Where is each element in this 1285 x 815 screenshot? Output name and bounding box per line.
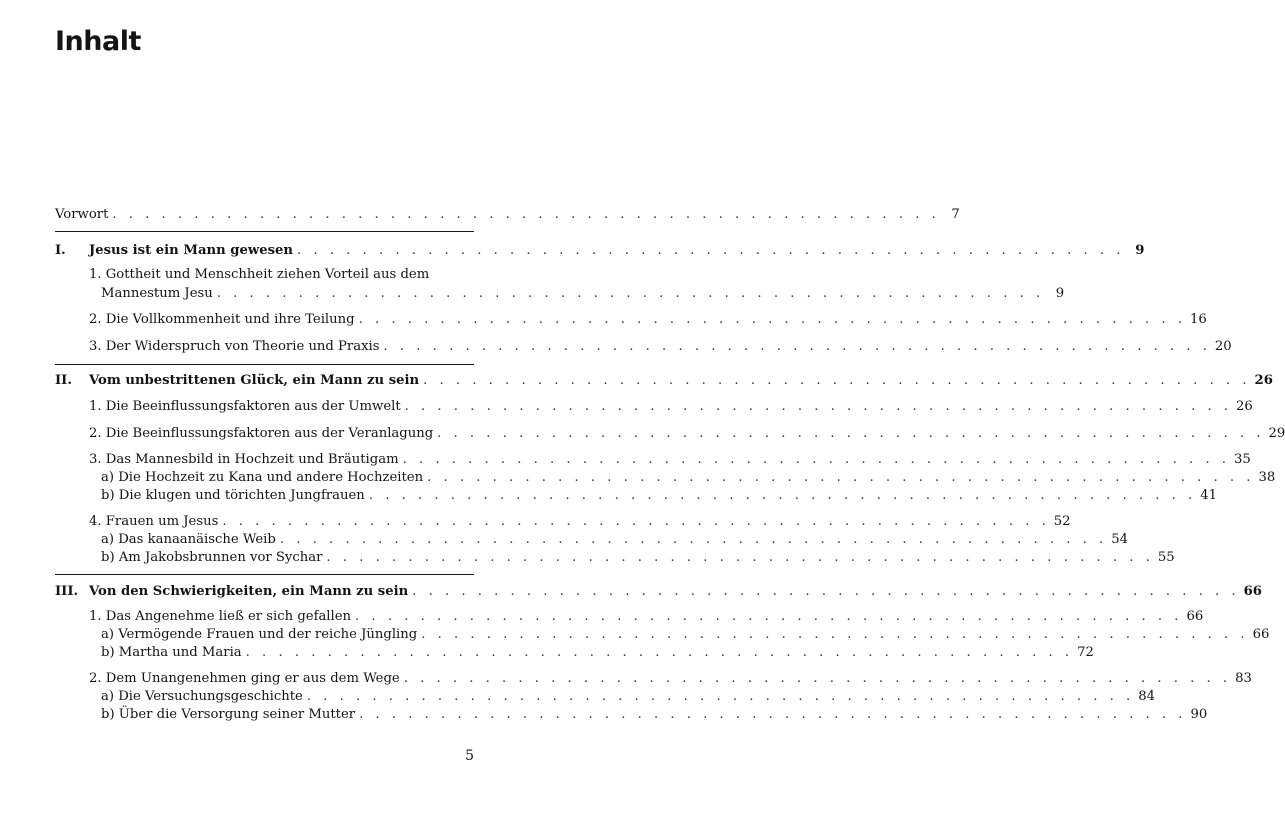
toc-entry[interactable] <box>101 626 1270 644</box>
part-number: III. <box>55 584 79 599</box>
dot-leader: . . . . . . . . . . . . . . . . . . . . . . . . . . . . . . . . . . . . . . . . . . . . . . . . . . . <box>437 426 1265 441</box>
toc-entry[interactable] <box>89 608 1204 626</box>
toc-entry[interactable] <box>101 644 1094 662</box>
toc-page-number: 72 <box>1077 645 1094 660</box>
toc-page-number: 9 <box>1055 286 1065 301</box>
toc-page-number: 66 <box>1252 627 1270 642</box>
toc-entry-label: 2. Die Beeinflussungsfaktoren aus der Veranlagung <box>89 426 434 441</box>
dot-leader: . . . . . . . . . . . . . . . . . . . . . . . . . . . . . . . . . . . . . . . . . . . . . . . . . . . <box>423 373 1251 388</box>
dot-leader: . . . . . . . . . . . . . . . . . . . . . . . . . . . . . . . . . . . . . . . . . . . . . . . . . . . <box>306 689 1135 704</box>
dot-leader: . . . . . . . . . . . . . . . . . . . . . . . . . . . . . . . . . . . . . . . . . . . . . . . . . . . <box>222 514 1050 529</box>
dot-leader: . . . . . . . . . . . . . . . . . . . . . . . . . . . . . . . . . . . . . . . . . . . . . . . . . . . <box>383 339 1211 354</box>
toc-page-number: 41 <box>1200 488 1217 503</box>
toc-entry-label: Jesus ist ein Mann gewesen <box>89 243 294 258</box>
toc-entry[interactable] <box>89 451 1251 469</box>
toc-page-number: 55 <box>1157 550 1175 565</box>
toc-entry-label: a) Vermögende Frauen und der reiche Jüngling <box>101 627 418 642</box>
toc-page-number: 66 <box>1243 584 1262 599</box>
toc-part-1[interactable] <box>89 242 1145 260</box>
toc-page-number: 26 <box>1254 373 1273 388</box>
dot-leader: . . . . . . . . . . . . . . . . . . . . . . . . . . . . . . . . . . . . . . . . . . . . . . . . . . . <box>368 488 1197 503</box>
toc-entry-label: a) Die Versuchungsgeschichte <box>101 689 303 704</box>
toc-page-number: 54 <box>1111 532 1128 547</box>
toc-part-2[interactable] <box>89 372 1273 390</box>
toc-page-number: 29 <box>1268 426 1285 441</box>
toc-entry[interactable] <box>101 531 1128 549</box>
toc-page-number: 38 <box>1258 470 1276 485</box>
toc-page-number: 83 <box>1235 671 1252 686</box>
toc-entry[interactable] <box>89 398 1253 416</box>
toc-entry[interactable] <box>89 670 1252 688</box>
dot-leader: . . . . . . . . . . . . . . . . . . . . . . . . . . . . . . . . . . . . . . . . . . . . . . . . . . . <box>279 532 1108 547</box>
toc-entry-label: 3. Das Mannesbild in Hochzeit und Bräutigam <box>89 452 399 467</box>
page-title: Inhalt <box>55 26 141 57</box>
toc-entry[interactable] <box>101 487 1217 505</box>
dot-leader: . . . . . . . . . . . . . . . . . . . . . . . . . . . . . . . . . . . . . . . . . . . . . . . . . . . <box>421 627 1249 642</box>
dot-leader: . . . . . . . . . . . . . . . . . . . . . . . . . . . . . . . . . . . . . . . . . . . . . . . . . . . <box>403 671 1232 686</box>
toc-entry[interactable] <box>101 706 1208 724</box>
dot-leader: . . . . . . . . . . . . . . . . . . . . . . . . . . . . . . . . . . . . . . . . . . . . . . . . . . . <box>112 207 940 222</box>
toc-page-number: 9 <box>1135 243 1145 258</box>
toc-entry-label: Vorwort <box>55 207 109 222</box>
toc-page-number: 16 <box>1189 312 1207 327</box>
dot-leader: . . . . . . . . . . . . . . . . . . . . . . . . . . . . . . . . . . . . . . . . . . . . . . . . . . . <box>402 452 1230 467</box>
dot-leader: . . . . . . . . . . . . . . . . . . . . . . . . . . . . . . . . . . . . . . . . . . . . . . . . . . . <box>245 645 1074 660</box>
toc-entry-label: 2. Dem Unangenehmen ging er aus dem Wege <box>89 671 400 686</box>
dot-leader: . . . . . . . . . . . . . . . . . . . . . . . . . . . . . . . . . . . . . . . . . . . . . . . . . . . <box>427 470 1255 485</box>
dot-leader: . . . . . . . . . . . . . . . . . . . . . . . . . . . . . . . . . . . . . . . . . . . . . . . . . . . <box>355 609 1183 624</box>
dot-leader: . . . . . . . . . . . . . . . . . . . . . . . . . . . . . . . . . . . . . . . . . . . . . . . . . . . <box>297 243 1125 258</box>
toc-entry[interactable] <box>101 469 1276 487</box>
toc-page-number: 84 <box>1138 689 1156 704</box>
toc-entry-label: 3. Der Widerspruch von Theorie und Praxis <box>89 339 380 354</box>
toc-entry-label: a) Die Hochzeit zu Kana und andere Hochzeiten <box>101 470 424 485</box>
section-divider <box>55 231 474 232</box>
section-divider <box>55 574 474 575</box>
toc-entry-label: b) Über die Versorgung seiner Mutter <box>101 707 356 722</box>
toc-entry[interactable] <box>89 425 1285 443</box>
section-divider <box>55 364 474 365</box>
toc-entry-label: Vom unbestrittenen Glück, ein Mann zu sein <box>89 373 420 388</box>
dot-leader: . . . . . . . . . . . . . . . . . . . . . . . . . . . . . . . . . . . . . . . . . . . . . . . . . . . <box>359 707 1187 722</box>
toc-entry[interactable] <box>101 285 1065 303</box>
toc-page-number: 66 <box>1186 609 1204 624</box>
dot-leader: . . . . . . . . . . . . . . . . . . . . . . . . . . . . . . . . . . . . . . . . . . . . . . . . . . . <box>216 286 1045 301</box>
toc-page-number: 7 <box>951 207 960 222</box>
toc-entry-label: Von den Schwierigkeiten, ein Mann zu sein <box>89 584 409 599</box>
dot-leader: . . . . . . . . . . . . . . . . . . . . . . . . . . . . . . . . . . . . . . . . . . . . . . . . . . . <box>404 399 1233 414</box>
toc-page-number: 52 <box>1053 514 1071 529</box>
part-number: I. <box>55 243 66 258</box>
toc-entry-vorwort[interactable] <box>55 206 960 224</box>
toc-page-number: 35 <box>1233 452 1251 467</box>
toc-entry-label: 4. Frauen um Jesus <box>89 514 219 529</box>
dot-leader: . . . . . . . . . . . . . . . . . . . . . . . . . . . . . . . . . . . . . . . . . . . . . . . . . . . <box>358 312 1186 327</box>
toc-entry[interactable] <box>89 513 1071 531</box>
toc-entry-label: 1. Gottheit und Menschheit ziehen Vorteil aus dem <box>89 267 430 282</box>
toc-entry-label: 1. Das Angenehme ließ er sich gefallen <box>89 609 352 624</box>
part-number: II. <box>55 373 72 388</box>
toc-page-number: 90 <box>1190 707 1208 722</box>
toc-entry-label: b) Die klugen und törichten Jungfrauen <box>101 488 365 503</box>
toc-entry[interactable] <box>89 311 1207 329</box>
toc-entry-label: b) Am Jakobsbrunnen vor Sychar <box>101 550 323 565</box>
toc-entry-label: a) Das kanaanäische Weib <box>101 532 276 547</box>
toc-entry-label: 1. Die Beeinflussungsfaktoren aus der Umwelt <box>89 399 401 414</box>
toc-page-number: 26 <box>1236 399 1253 414</box>
page-folio-number: 5 <box>465 748 474 764</box>
dot-leader: . . . . . . . . . . . . . . . . . . . . . . . . . . . . . . . . . . . . . . . . . . . . . . . . . . . <box>412 584 1240 599</box>
toc-entry[interactable] <box>89 266 474 284</box>
toc-page-number: 20 <box>1214 339 1232 354</box>
toc-entry[interactable] <box>101 549 1175 567</box>
dot-leader: . . . . . . . . . . . . . . . . . . . . . . . . . . . . . . . . . . . . . . . . . . . . . . . . . . . <box>326 550 1154 565</box>
toc-entry-label: b) Martha und Maria <box>101 645 242 660</box>
toc-part-3[interactable] <box>89 583 1262 601</box>
toc-entry[interactable] <box>101 688 1156 706</box>
toc-entry-label: Mannestum Jesu <box>101 286 213 301</box>
toc-entry[interactable] <box>89 338 1232 356</box>
toc-entry-label: 2. Die Vollkommenheit und ihre Teilung <box>89 312 355 327</box>
